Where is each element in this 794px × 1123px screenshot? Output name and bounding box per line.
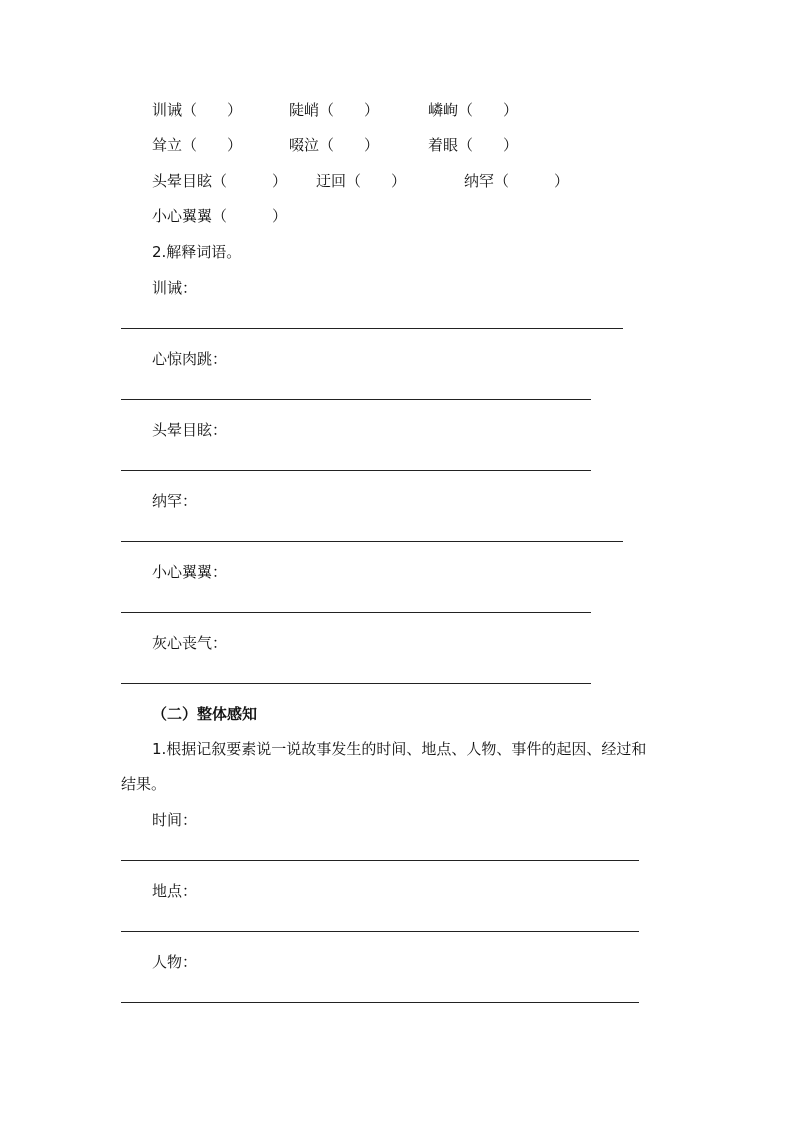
answer-line[interactable] [121,470,591,471]
answer-line[interactable] [121,1002,639,1003]
term-nahan: 纳罕： [152,492,198,510]
word-chuoqi: 啜泣（ ） [289,136,380,154]
word-touyunmuxuan: 头晕目眩（ ） [152,172,288,190]
answer-line[interactable] [121,328,623,329]
section-heading: （二）整体感知 [152,705,258,723]
word-xunjie: 训诫（ ） [152,101,243,119]
answer-line[interactable] [121,683,591,684]
item-people: 人物： [152,953,198,971]
word-nahan: 纳罕（ ） [464,172,570,190]
word-douqiao: 陡峭（ ） [289,101,380,119]
term-xunjie: 训诫： [152,279,198,297]
item-place: 地点： [152,882,198,900]
term-huixinsangqi: 灰心丧气： [152,634,228,652]
word-songli: 耸立（ ） [152,136,243,154]
answer-line[interactable] [121,612,591,613]
answer-line[interactable] [121,860,639,861]
answer-line[interactable] [121,541,623,542]
term-xiaoxinyiyi: 小心翼翼： [152,563,228,581]
word-yuhui: 迂回（ ） [316,172,407,190]
answer-line[interactable] [121,931,639,932]
answer-line[interactable] [121,399,591,400]
word-zhuoyan: 着眼（ ） [428,136,519,154]
term-touyunmuxuan: 头晕目眩： [152,421,228,439]
q2-title: 2.解释词语。 [152,243,242,261]
word-linxun: 嶙峋（ ） [428,101,519,119]
term-xinjingroutiao: 心惊肉跳： [152,350,228,368]
q1-text-line2: 结果。 [121,775,167,793]
item-time: 时间： [152,811,198,829]
q1-text-line1: 1.根据记叙要素说一说故事发生的时间、地点、人物、事件的起因、经过和 [152,740,647,758]
word-xiaoxinyiyi: 小心翼翼（ ） [152,207,288,225]
